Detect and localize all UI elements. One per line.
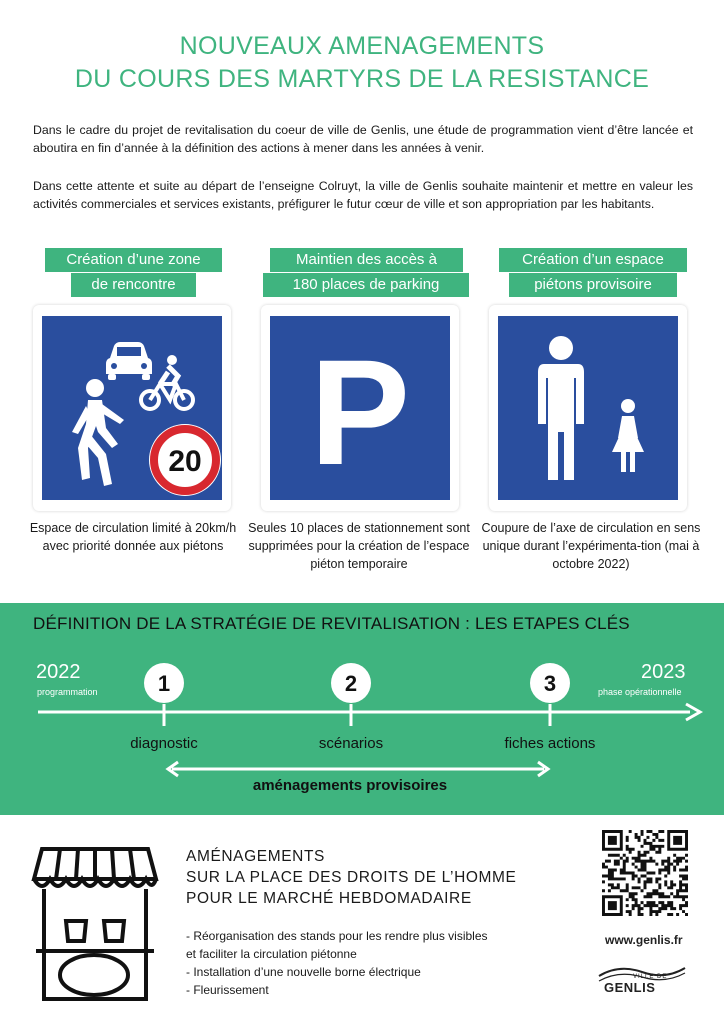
timeline-heading: DÉFINITION DE LA STRATÉGIE DE REVITALISATION : LES ETAPES CLÉS — [33, 614, 630, 633]
list-item: - Fleurissement — [186, 983, 269, 997]
market-title-line-2: SUR LA PLACE DES DROITS DE L’HOMME — [186, 869, 517, 886]
list-item: - Installation d’une nouvelle borne électrique — [186, 965, 421, 979]
logo-name: GENLIS — [604, 980, 656, 995]
website-link[interactable]: www.genlis.fr — [605, 933, 683, 947]
pedestrian-zone-sign — [489, 305, 687, 511]
parking-sign — [261, 305, 459, 511]
market-bullet-list — [186, 927, 488, 999]
step-3-label: fiches actions — [504, 735, 596, 752]
step-2-label: scénarios — [318, 735, 384, 752]
card-1-title-line-1: Création d’une zone — [45, 248, 222, 272]
list-item: et faciliter la circulation piétonne — [186, 947, 357, 961]
speed-limit-value: 20 — [168, 445, 202, 478]
card-1-caption: Espace de circulation limité à 20km/h avec priorité donnée aux piétons — [29, 521, 237, 553]
step-1-number: 1 — [157, 671, 171, 696]
intro-paragraph-2: Dans cette attente et suite au départ de l’enseigne Colruyt, la ville de Genlis souhaite maintenir et mettre en valeur les activités commerciales et services existants, préfigurer le futur cœur de ville et son appropriation par les habitants. — [33, 179, 693, 211]
card-2-title-line-1: Maintien des accès à — [270, 248, 463, 272]
logo-subtitle: VILLE DE — [633, 974, 668, 980]
market-title-line-3: POUR LE MARCHÉ HEBDOMADAIRE — [186, 890, 472, 907]
span-label: aménagements provisoires — [252, 777, 448, 794]
step-3-number: 3 — [543, 671, 557, 696]
step-1-label: diagnostic — [130, 735, 198, 752]
end-year: 2023 — [641, 661, 686, 683]
list-item: - Réorganisation des stands pour les rendre plus visibles — [186, 929, 488, 943]
title-line-2: DU COURS DES MARTYRS DE LA RESISTANCE — [74, 65, 650, 93]
parking-icon: P — [309, 328, 411, 496]
page-title — [0, 30, 724, 96]
card-3-title-line-1: Création d’un espace — [499, 248, 687, 272]
qr-code-icon[interactable] — [602, 830, 688, 916]
title-line-1: NOUVEAUX AMENAGEMENTS — [179, 32, 545, 60]
step-2-number: 2 — [344, 671, 358, 696]
card-3-title-line-2: piétons provisoire — [509, 273, 677, 297]
card-3-caption: Coupure de l’axe de circulation en sens unique durant l’expérimenta-tion (mai à octobre 2022) — [481, 521, 701, 571]
intro-paragraph-1: Dans le cadre du projet de revitalisation du coeur de ville de Genlis, une étude de programmation vient d’être lancée et aboutira en fin d’année à la définition des actions à mener dans les années à venir. — [33, 123, 693, 155]
start-year: 2022 — [36, 661, 81, 683]
card-1-title-line-2: de rencontre — [71, 273, 196, 297]
card-2-caption: Seules 10 places de stationnement sont supprimées pour la création de l’espace piéton temporaire — [248, 521, 470, 571]
speed-limit-icon — [149, 424, 221, 496]
market-title-line-1: AMÉNAGEMENTS — [186, 848, 325, 865]
card-2-title-line-2: 180 places de parking — [263, 273, 469, 297]
end-year-label: phase opérationnelle — [598, 687, 682, 697]
market-title — [186, 846, 516, 909]
zone-rencontre-sign — [33, 305, 231, 511]
market-stall-icon — [30, 843, 160, 1003]
start-year-label: programmation — [37, 687, 98, 697]
